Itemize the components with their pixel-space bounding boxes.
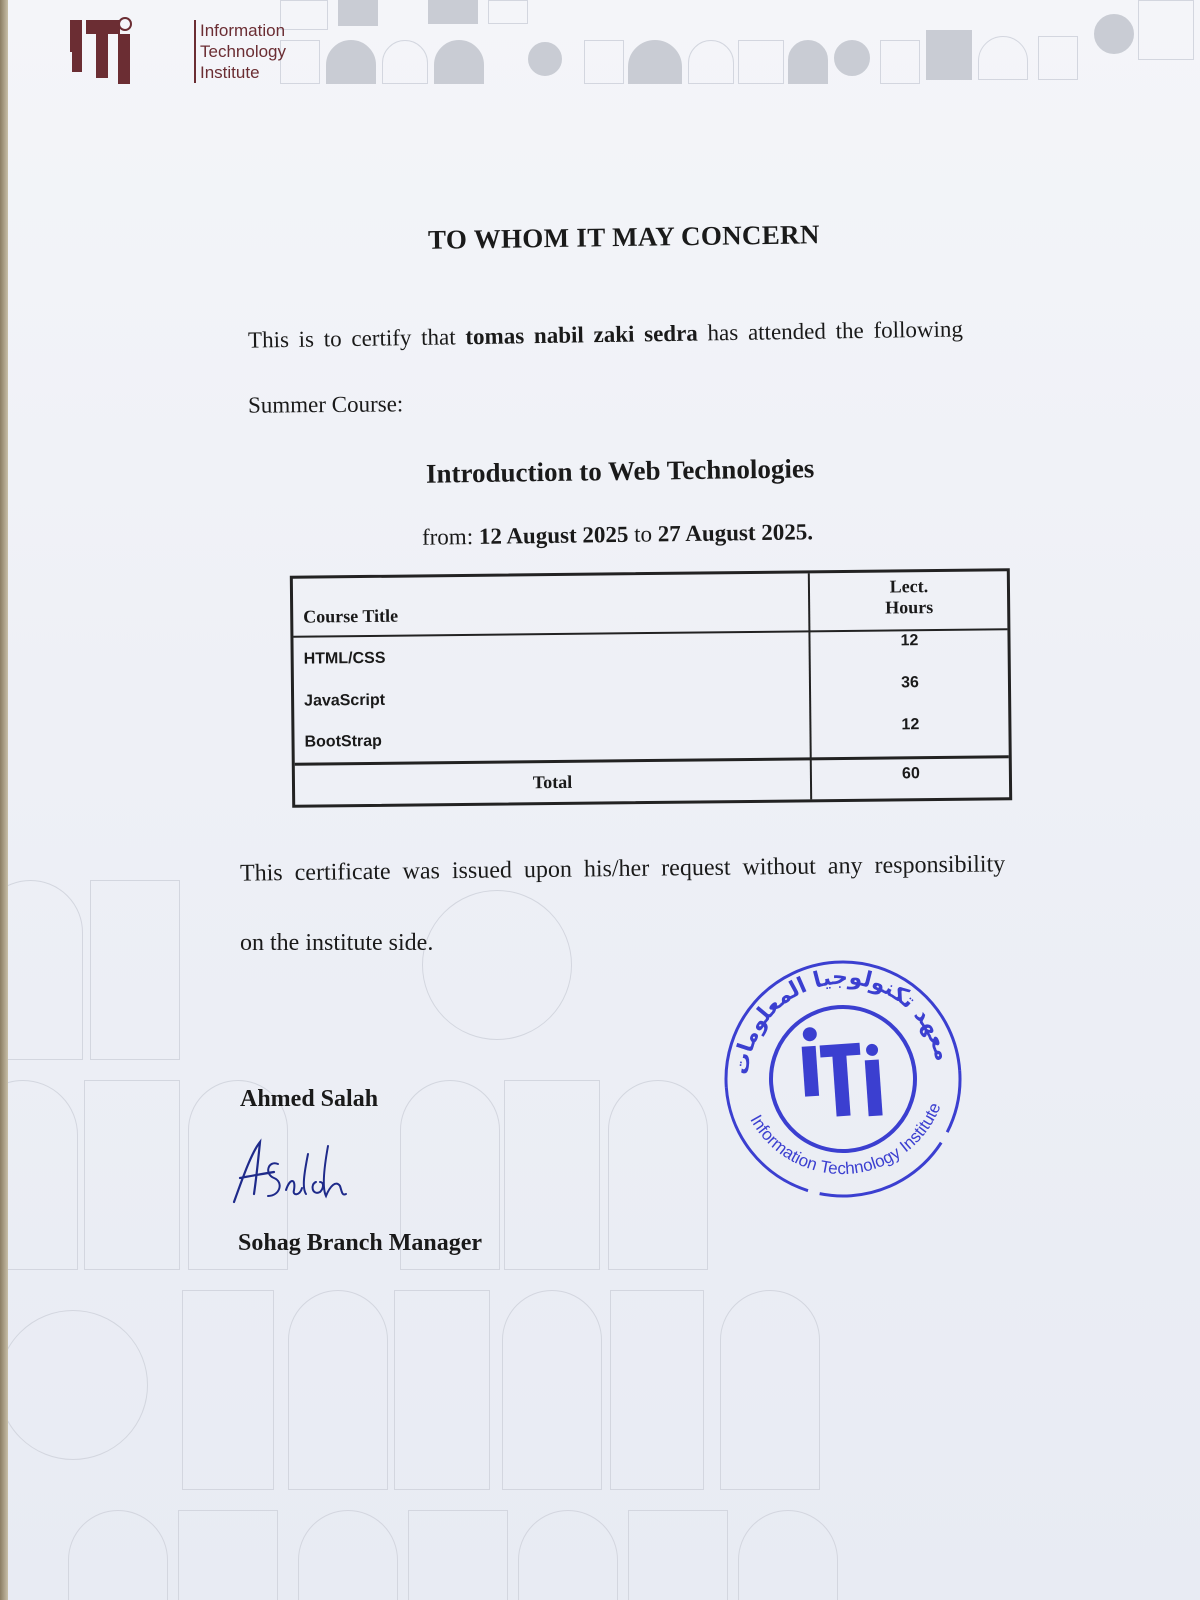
row-title-1: HTML/CSS xyxy=(303,649,386,668)
end-date: 27 August 2025. xyxy=(657,519,814,547)
signatory-title: Sohag Branch Manager xyxy=(238,1230,483,1256)
page-edge xyxy=(0,0,8,1600)
institute-logo xyxy=(68,8,287,84)
institute-stamp xyxy=(699,935,987,1223)
iti-logo-mark xyxy=(68,8,192,84)
row-title-3: BootStrap xyxy=(304,732,382,751)
handwritten-signature xyxy=(230,1134,370,1208)
signatory-name: Ahmed Salah xyxy=(240,1086,379,1112)
start-date: 12 August 2025 xyxy=(478,521,629,549)
column-header-hours: Lect. Hours xyxy=(885,576,934,618)
row-hours-3: 12 xyxy=(901,716,920,734)
course-dates: from: 12 August 2025 to 27 August 2025. xyxy=(421,519,814,550)
student-name: tomas nabil zaki sedra xyxy=(465,320,699,350)
total-label: Total xyxy=(532,771,573,793)
letter-heading: TO WHOM IT MAY CONCERN xyxy=(427,219,820,255)
row-hours-2: 36 xyxy=(900,674,919,692)
course-name: Introduction to Web Technologies xyxy=(425,453,815,489)
total-hours: 60 xyxy=(901,765,920,783)
disclaimer-line-2: on the institute side. xyxy=(240,930,434,956)
certificate-page xyxy=(8,0,1200,1600)
svg-text:Information Technology Institu: Information Technology Institute xyxy=(746,1099,945,1179)
column-header-course: Course Title xyxy=(303,605,399,627)
certify-line: This is to certify that tomas nabil zaki sedra has attended the following xyxy=(247,316,964,353)
institute-name: Information Technology Institute xyxy=(194,20,286,83)
disclaimer-line-1: This certificate was issued upon his/her request without any responsibility xyxy=(239,851,1006,887)
svg-text:معهد تكنولوجيا المعلومات: معهد تكنولوجيا المعلومات xyxy=(728,964,956,1077)
row-hours-1: 12 xyxy=(900,632,919,650)
course-type: Summer Course: xyxy=(247,391,404,418)
course-hours-table xyxy=(290,568,1012,808)
row-title-2: JavaScript xyxy=(304,691,386,710)
